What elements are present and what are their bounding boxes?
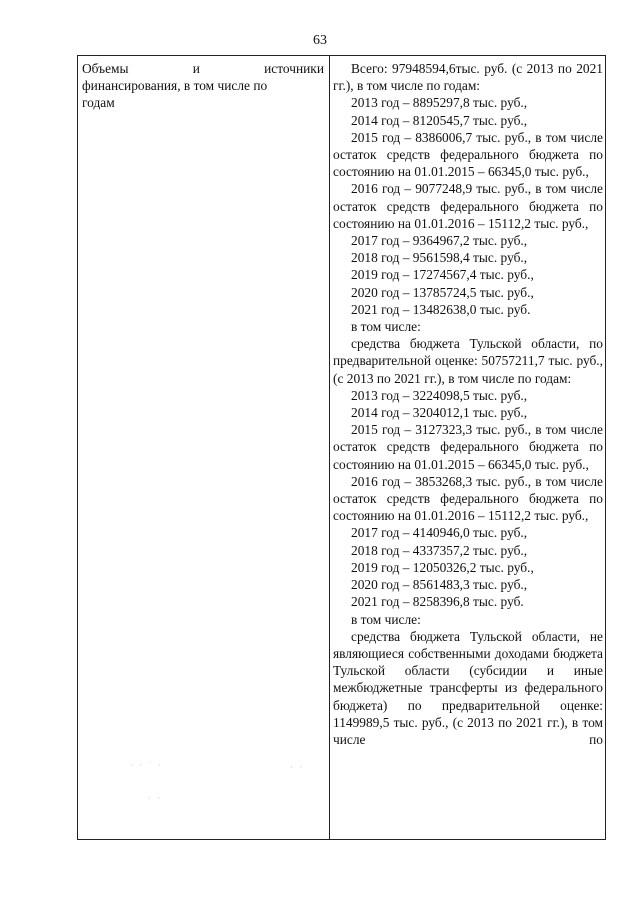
year-line: 2017 год – 4140946,0 тыс. руб.,: [351, 525, 528, 541]
year-2015-paragraph: 2015 год – 8386006,7 тыс. руб., в том числе остаток средств федерального бюджета по состоянию на 01.01.2015 – 66345,0 тыс. руб.,: [333, 129, 603, 180]
total-paragraph: Всего: 97948594,6тыс. руб. (с 2013 по 2021 гг.), в том числе по годам:: [333, 61, 603, 94]
regional-2015-paragraph: 2015 год – 3127323,3 тыс. руб., в том числе остаток средств федерального бюджета по состоянию на 01.01.2015 – 66345,0 тыс. руб.,: [333, 422, 603, 472]
left-label-line-2: финансирования, в том числе по: [82, 78, 268, 94]
including-label: в том числе:: [351, 611, 421, 627]
year-line: 2018 год – 4337357,2 тыс. руб.,: [351, 542, 528, 558]
financing-table: [77, 55, 606, 840]
left-label-word: и: [192, 61, 200, 76]
year-line: 2019 год – 12050326,2 тыс. руб.,: [351, 559, 534, 575]
year-line: 2021 год – 13482638,0 тыс. руб.: [351, 301, 531, 317]
year-line: 2014 год – 8120545,7 тыс. руб.,: [351, 112, 528, 128]
year-line: 2020 год – 8561483,3 тыс. руб.,: [351, 577, 528, 593]
year-line: 2014 год – 3204012,1 тыс. руб.,: [351, 405, 528, 421]
left-cell-label: [82, 60, 324, 112]
scan-noise: · ·: [148, 793, 163, 803]
year-line: 2017 год – 9364967,2 тыс. руб.,: [351, 233, 528, 249]
year-line: 2013 год – 3224098,5 тыс. руб.,: [351, 387, 528, 403]
year-2016-paragraph: 2016 год – 9077248,9 тыс. руб., в том числе остаток средств федерального бюджета по состоянию на 01.01.2016 – 15112,2 тыс. руб.,: [333, 181, 603, 231]
including-label: в том числе:: [351, 319, 421, 335]
scan-noise: · · ˙ ·: [130, 760, 163, 770]
left-label-word: источники: [264, 61, 324, 76]
left-label-line-1: [82, 60, 324, 77]
right-cell-content: [333, 60, 603, 748]
left-label-word: Объемы: [82, 61, 129, 76]
year-line: 2020 год – 13785724,5 тыс. руб.,: [351, 284, 534, 300]
page-number: 63: [313, 33, 327, 48]
column-divider: [329, 56, 330, 839]
year-line: 2019 год – 17274567,4 тыс. руб.,: [351, 267, 534, 283]
regional-2016-paragraph: 2016 год – 3853268,3 тыс. руб., в том числе остаток средств федерального бюджета по состоянию на 01.01.2016 – 15112,2 тыс. руб.,: [333, 473, 603, 524]
year-line: 2013 год – 8895297,8 тыс. руб.,: [351, 95, 528, 111]
regional-budget-paragraph: средства бюджета Тульской области, по предварительной оценке: 50757211,7 тыс. руб., (с 2013 по 2021 гг.), в том числе по годам:: [333, 336, 603, 386]
left-label-line-3: годам: [82, 95, 115, 111]
scan-noise: · ·: [290, 762, 305, 772]
year-line: 2021 год – 8258396,8 тыс. руб.: [351, 594, 524, 610]
year-line: 2018 год – 9561598,4 тыс. руб.,: [351, 250, 528, 266]
non-own-revenue-paragraph: средства бюджета Тульской области, не являющиеся собственными доходами бюджета Тульской области (субсидии и иные межбюджетные трансферты из федерального бюджета) по предварительной оценке: 1149989,5 тыс. руб., (с 2013 по 2021 гг.), в том числе по: [333, 628, 603, 747]
